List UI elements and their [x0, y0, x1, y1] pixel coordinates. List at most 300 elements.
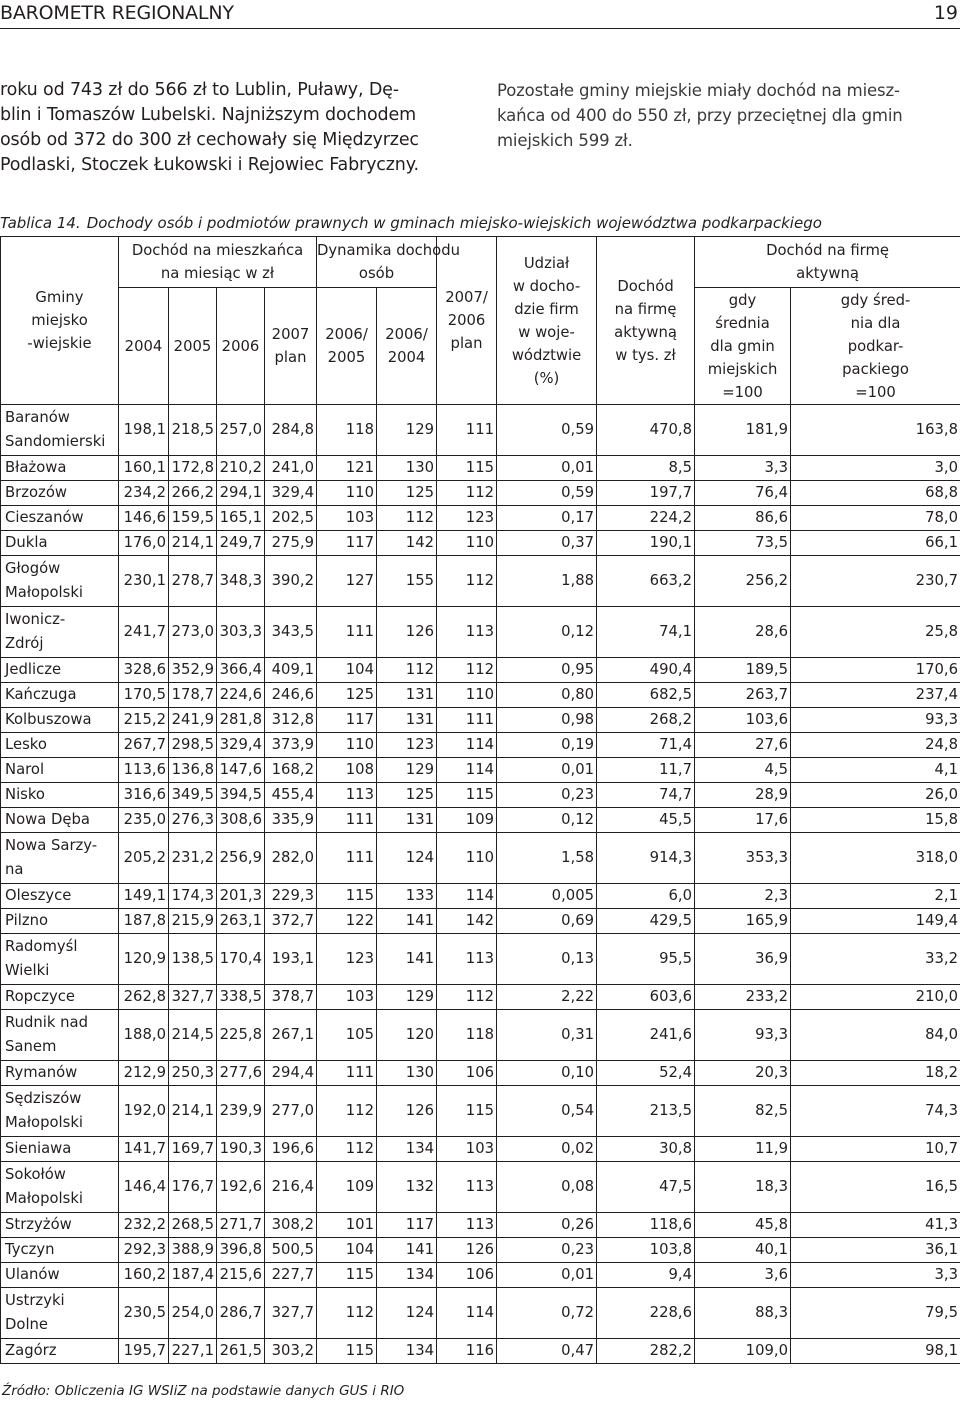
cell-gmina-name: [1, 456, 119, 481]
cell-value: 47,5: [597, 1162, 695, 1213]
cell-value: 348,3: [217, 556, 265, 607]
cell-value: 0,005: [497, 884, 597, 909]
cell-value: 0,13: [497, 934, 597, 985]
table-row: [1, 1213, 960, 1238]
text-line: roku od 743 zł do 566 zł to Lublin, Puławy, Dę-: [0, 80, 399, 100]
header-index-gmin-miejskich: [695, 288, 791, 405]
gmina-name-line: Pilzno: [5, 912, 49, 929]
cell-value: 98,1: [791, 1339, 960, 1364]
cell-value: 227,1: [169, 1339, 217, 1364]
cell-value: 111: [317, 1061, 377, 1086]
cell-value: 112: [377, 658, 437, 683]
cell-gmina-name: [1, 506, 119, 531]
cell-value: 0,23: [497, 1238, 597, 1263]
cell-value: 104: [317, 658, 377, 683]
gmina-name-line: Zagórz: [5, 1342, 57, 1359]
cell-value: 117: [317, 531, 377, 556]
cell-value: 234,2: [119, 481, 169, 506]
cell-value: 134: [377, 1263, 437, 1288]
table-row: [1, 1339, 960, 1364]
cell-value: 0,72: [497, 1288, 597, 1339]
cell-value: 24,8: [791, 733, 960, 758]
cell-value: 108: [317, 758, 377, 783]
cell-value: 230,1: [119, 556, 169, 607]
cell-value: 18,3: [695, 1162, 791, 1213]
cell-gmina-name: [1, 405, 119, 456]
cell-value: 132: [377, 1162, 437, 1213]
cell-value: 286,7: [217, 1288, 265, 1339]
cell-value: 3,0: [791, 456, 960, 481]
cell-value: 138,5: [169, 934, 217, 985]
header-line: 2004: [387, 349, 426, 366]
table-row: [1, 833, 960, 884]
cell-value: 282,0: [265, 833, 317, 884]
cell-value: 130: [377, 1061, 437, 1086]
cell-gmina-name: [1, 1010, 119, 1061]
cell-value: 93,3: [791, 708, 960, 733]
gmina-name-line: Małopolski: [5, 584, 84, 601]
cell-value: 316,6: [119, 783, 169, 808]
cell-value: 328,6: [119, 658, 169, 683]
cell-value: 40,1: [695, 1238, 791, 1263]
header-line: aktywną: [614, 323, 677, 341]
cell-value: 2,3: [695, 884, 791, 909]
cell-value: 110: [317, 733, 377, 758]
income-table-wrapper: [0, 236, 960, 1364]
cell-value: 41,3: [791, 1213, 960, 1238]
header-firm-income-index: [695, 237, 960, 288]
cell-value: 10,7: [791, 1137, 960, 1162]
cell-value: 390,2: [265, 556, 317, 607]
cell-value: 110: [317, 481, 377, 506]
cell-value: 82,5: [695, 1086, 791, 1137]
gmina-name-line: Lesko: [5, 736, 47, 753]
cell-value: 277,0: [265, 1086, 317, 1137]
cell-value: 192,0: [119, 1086, 169, 1137]
header-line: gdy śred-: [840, 291, 911, 309]
cell-value: 131: [377, 683, 437, 708]
cell-value: 308,2: [265, 1213, 317, 1238]
cell-value: 168,2: [265, 758, 317, 783]
cell-value: 500,5: [265, 1238, 317, 1263]
cell-value: 115: [317, 1263, 377, 1288]
cell-value: 113: [317, 783, 377, 808]
cell-value: 603,6: [597, 985, 695, 1010]
cell-gmina-name: [1, 1339, 119, 1364]
table-row: [1, 1010, 960, 1061]
cell-value: 268,2: [597, 708, 695, 733]
cell-value: 0,59: [497, 405, 597, 456]
header-line: Gminy: [35, 289, 84, 306]
cell-value: 353,3: [695, 833, 791, 884]
cell-value: 18,2: [791, 1061, 960, 1086]
cell-value: 131: [377, 808, 437, 833]
cell-value: 0,54: [497, 1086, 597, 1137]
cell-value: 110: [437, 833, 497, 884]
header-line: gdy: [728, 291, 757, 309]
cell-value: 0,23: [497, 783, 597, 808]
cell-gmina-name: [1, 733, 119, 758]
text-line: blin i Tomaszów Lubelski. Najniższym dochodem: [0, 105, 416, 125]
cell-value: 169,7: [169, 1137, 217, 1162]
cell-value: 229,3: [265, 884, 317, 909]
header-firm-income-share: [497, 237, 597, 405]
header-line: =100: [722, 383, 763, 401]
cell-value: 110: [437, 531, 497, 556]
cell-value: 266,2: [169, 481, 217, 506]
cell-value: 230,7: [791, 556, 960, 607]
cell-value: 235,0: [119, 808, 169, 833]
cell-value: 146,4: [119, 1162, 169, 1213]
cell-value: 155: [377, 556, 437, 607]
gmina-name-line: Małopolski: [5, 1190, 84, 1207]
cell-value: 163,8: [791, 405, 960, 456]
cell-value: 250,3: [169, 1061, 217, 1086]
cell-value: 129: [377, 758, 437, 783]
cell-value: 103: [437, 1137, 497, 1162]
header-2006: 2006: [217, 288, 265, 405]
cell-value: 202,5: [265, 506, 317, 531]
cell-value: 343,5: [265, 607, 317, 658]
header-line: (%): [533, 369, 560, 387]
cell-gmina-name: [1, 607, 119, 658]
cell-value: 213,5: [597, 1086, 695, 1137]
cell-value: 215,6: [217, 1263, 265, 1288]
table-row: [1, 733, 960, 758]
gmina-name-line: Wielki: [5, 962, 50, 979]
cell-value: 105: [317, 1010, 377, 1061]
cell-value: 3,3: [695, 456, 791, 481]
cell-value: 396,8: [217, 1238, 265, 1263]
cell-value: 134: [377, 1137, 437, 1162]
cell-value: 294,4: [265, 1061, 317, 1086]
table-row: [1, 758, 960, 783]
table-row: [1, 808, 960, 833]
header-income-per-capita: [119, 237, 317, 288]
cell-value: 241,7: [119, 607, 169, 658]
header-line: Udział: [523, 254, 570, 272]
cell-value: 195,7: [119, 1339, 169, 1364]
cell-value: 0,01: [497, 456, 597, 481]
gmina-name-line: Sokołów: [5, 1166, 66, 1183]
header-line: podkar-: [847, 337, 904, 355]
cell-value: 267,1: [265, 1010, 317, 1061]
cell-value: 165,1: [217, 506, 265, 531]
cell-value: 17,6: [695, 808, 791, 833]
cell-value: 241,0: [265, 456, 317, 481]
cell-value: 241,6: [597, 1010, 695, 1061]
cell-value: 9,4: [597, 1263, 695, 1288]
gmina-name-line: na: [5, 861, 24, 878]
cell-value: 146,6: [119, 506, 169, 531]
cell-value: 165,9: [695, 909, 791, 934]
gmina-name-line: Nowa Sarzy-: [5, 837, 98, 854]
table-caption: [0, 214, 822, 232]
cell-value: 172,8: [169, 456, 217, 481]
cell-value: 118: [317, 405, 377, 456]
text-line: osób od 372 do 300 zł cechowały się Międzyrzec: [0, 130, 419, 150]
cell-value: 663,2: [597, 556, 695, 607]
cell-value: 429,5: [597, 909, 695, 934]
cell-gmina-name: [1, 1213, 119, 1238]
cell-value: 170,6: [791, 658, 960, 683]
cell-value: 112: [317, 1086, 377, 1137]
cell-gmina-name: [1, 658, 119, 683]
cell-value: 0,95: [497, 658, 597, 683]
table-row: [1, 783, 960, 808]
cell-value: 109: [437, 808, 497, 833]
table-row: [1, 1086, 960, 1137]
table-row: [1, 934, 960, 985]
gmina-name-line: Strzyżów: [5, 1216, 72, 1233]
text-line: Pozostałe gminy miejskie miały dochód na miesz-: [497, 81, 900, 100]
cell-value: 113: [437, 1213, 497, 1238]
cell-value: 214,5: [169, 1010, 217, 1061]
table-row: [1, 456, 960, 481]
cell-value: 66,1: [791, 531, 960, 556]
header-income-per-firm: [597, 237, 695, 405]
cell-value: 214,1: [169, 1086, 217, 1137]
header-2004: 2004: [119, 288, 169, 405]
cell-value: 178,7: [169, 683, 217, 708]
cell-value: 294,1: [217, 481, 265, 506]
cell-value: 28,6: [695, 607, 791, 658]
cell-value: 11,9: [695, 1137, 791, 1162]
text-line: miejskich 599 zł.: [497, 131, 633, 150]
gmina-name-line: Rymanów: [5, 1064, 78, 1081]
cell-value: 141,7: [119, 1137, 169, 1162]
gmina-name-line: Dukla: [5, 534, 48, 551]
cell-value: 312,8: [265, 708, 317, 733]
header-line: dzie firm: [514, 300, 579, 318]
table-row: [1, 658, 960, 683]
header-income-dynamics: [317, 237, 460, 288]
cell-value: 225,8: [217, 1010, 265, 1061]
cell-value: 125: [317, 683, 377, 708]
header-line: 2005: [327, 349, 366, 366]
cell-value: 124: [377, 833, 437, 884]
cell-value: 275,9: [265, 531, 317, 556]
cell-value: 106: [437, 1263, 497, 1288]
cell-value: 914,3: [597, 833, 695, 884]
cell-value: 210,0: [791, 985, 960, 1010]
cell-value: 212,9: [119, 1061, 169, 1086]
header-line: Dynamika dochodu: [317, 242, 460, 259]
cell-value: 159,5: [169, 506, 217, 531]
table-head: [1, 237, 960, 405]
cell-value: 193,1: [265, 934, 317, 985]
cell-value: 71,4: [597, 733, 695, 758]
cell-value: 101: [317, 1213, 377, 1238]
cell-value: 111: [317, 808, 377, 833]
table-row: [1, 683, 960, 708]
cell-value: 284,8: [265, 405, 317, 456]
cell-value: 88,3: [695, 1288, 791, 1339]
cell-value: 224,2: [597, 506, 695, 531]
cell-value: 210,2: [217, 456, 265, 481]
cell-value: 112: [437, 481, 497, 506]
cell-value: 104: [317, 1238, 377, 1263]
cell-value: 1,58: [497, 833, 597, 884]
cell-value: 388,9: [169, 1238, 217, 1263]
cell-value: 214,1: [169, 531, 217, 556]
cell-value: 111: [317, 607, 377, 658]
cell-value: 27,6: [695, 733, 791, 758]
gmina-name-line: Dolne: [5, 1316, 49, 1333]
running-title: BAROMETR REGIONALNY: [0, 2, 234, 24]
table-body: [1, 405, 960, 1364]
table-row: [1, 1061, 960, 1086]
cell-value: 409,1: [265, 658, 317, 683]
cell-value: 112: [437, 556, 497, 607]
cell-value: 249,7: [217, 531, 265, 556]
cell-value: 142: [437, 909, 497, 934]
cell-value: 282,2: [597, 1339, 695, 1364]
cell-value: 123: [437, 506, 497, 531]
cell-value: 20,3: [695, 1061, 791, 1086]
table-row: [1, 405, 960, 456]
gmina-name-line: Sieniawa: [5, 1140, 72, 1157]
cell-value: 277,6: [217, 1061, 265, 1086]
cell-gmina-name: [1, 531, 119, 556]
cell-value: 189,5: [695, 658, 791, 683]
gmina-name-line: Sandomierski: [5, 433, 106, 450]
cell-value: 134: [377, 1339, 437, 1364]
header-line: Dochód na firmę: [766, 242, 889, 259]
gmina-name-line: Sędziszów: [5, 1090, 82, 1107]
header-line: aktywną: [796, 265, 859, 282]
header-line: -wiejskie: [27, 335, 92, 352]
cell-value: 0,01: [497, 758, 597, 783]
cell-value: 246,6: [265, 683, 317, 708]
gmina-name-line: Zdrój: [5, 635, 44, 652]
table-row: [1, 481, 960, 506]
cell-value: 254,0: [169, 1288, 217, 1339]
cell-value: 198,1: [119, 405, 169, 456]
cell-value: 263,1: [217, 909, 265, 934]
cell-value: 33,2: [791, 934, 960, 985]
cell-value: 122: [317, 909, 377, 934]
cell-value: 2,22: [497, 985, 597, 1010]
cell-value: 115: [317, 884, 377, 909]
cell-value: 118,6: [597, 1213, 695, 1238]
header-line: na miesiąc w zł: [160, 265, 275, 282]
table-row: [1, 607, 960, 658]
cell-value: 218,5: [169, 405, 217, 456]
header-line: w woje-: [518, 323, 575, 341]
header-line: 2007: [271, 326, 310, 343]
cell-value: 335,9: [265, 808, 317, 833]
cell-value: 308,6: [217, 808, 265, 833]
cell-value: 205,2: [119, 833, 169, 884]
gmina-name-line: Sanem: [5, 1038, 57, 1055]
cell-value: 0,02: [497, 1137, 597, 1162]
cell-value: 352,9: [169, 658, 217, 683]
cell-value: 74,1: [597, 607, 695, 658]
cell-gmina-name: [1, 1137, 119, 1162]
cell-value: 0,12: [497, 808, 597, 833]
header-line: na firmę: [614, 300, 677, 318]
cell-value: 125: [377, 783, 437, 808]
header-line: średnia: [715, 314, 770, 332]
gmina-name-line: Ulanów: [5, 1266, 60, 1283]
cell-value: 115: [437, 783, 497, 808]
cell-value: 3,3: [791, 1263, 960, 1288]
source-note: Źródło: Obliczenia IG WSIiZ na podstawie danych GUS i RIO: [2, 1383, 405, 1399]
cell-value: 106: [437, 1061, 497, 1086]
gmina-name-line: Tyczyn: [5, 1241, 55, 1258]
table-row: [1, 884, 960, 909]
cell-value: 141: [377, 909, 437, 934]
cell-value: 4,5: [695, 758, 791, 783]
cell-value: 45,8: [695, 1213, 791, 1238]
cell-value: 11,7: [597, 758, 695, 783]
cell-value: 114: [437, 1288, 497, 1339]
header-line: 2007/: [445, 289, 488, 306]
cell-value: 126: [437, 1238, 497, 1263]
table-row: [1, 531, 960, 556]
header-line: packiego: [842, 360, 909, 378]
cell-value: 111: [437, 405, 497, 456]
cell-value: 0,31: [497, 1010, 597, 1061]
header-2006-2004: [377, 288, 437, 405]
table-caption-label: Tablica 14.: [0, 214, 81, 232]
cell-value: 93,3: [695, 1010, 791, 1061]
cell-value: 682,5: [597, 683, 695, 708]
cell-value: 318,0: [791, 833, 960, 884]
cell-value: 256,2: [695, 556, 791, 607]
cell-value: 115: [317, 1339, 377, 1364]
header-line: Dochód na mieszkańca: [131, 242, 304, 259]
cell-value: 349,5: [169, 783, 217, 808]
cell-value: 74,3: [791, 1086, 960, 1137]
cell-value: 215,9: [169, 909, 217, 934]
header-line: 2006/: [325, 326, 368, 343]
cell-gmina-name: [1, 1061, 119, 1086]
header-line: miejsko: [31, 312, 88, 329]
cell-value: 0,10: [497, 1061, 597, 1086]
gmina-name-line: Małopolski: [5, 1114, 84, 1131]
cell-value: 142: [377, 531, 437, 556]
table-row: [1, 1162, 960, 1213]
cell-value: 0,37: [497, 531, 597, 556]
cell-value: 16,5: [791, 1162, 960, 1213]
cell-gmina-name: [1, 833, 119, 884]
cell-value: 256,9: [217, 833, 265, 884]
cell-value: 130: [377, 456, 437, 481]
gmina-name-line: Brzozów: [5, 484, 67, 501]
table-row: [1, 1137, 960, 1162]
cell-value: 73,5: [695, 531, 791, 556]
cell-value: 126: [377, 607, 437, 658]
cell-value: 147,6: [217, 758, 265, 783]
cell-value: 111: [437, 708, 497, 733]
header-line: 2006: [447, 312, 486, 329]
cell-value: 0,47: [497, 1339, 597, 1364]
header-index-podkarpackie: [791, 288, 960, 405]
cell-value: 2,1: [791, 884, 960, 909]
cell-value: 0,80: [497, 683, 597, 708]
income-table: [0, 236, 960, 1364]
cell-value: 338,5: [217, 985, 265, 1010]
cell-value: 329,4: [217, 733, 265, 758]
cell-gmina-name: [1, 556, 119, 607]
cell-value: 120: [377, 1010, 437, 1061]
cell-value: 76,4: [695, 481, 791, 506]
cell-value: 0,59: [497, 481, 597, 506]
cell-value: 0,01: [497, 1263, 597, 1288]
cell-value: 68,8: [791, 481, 960, 506]
